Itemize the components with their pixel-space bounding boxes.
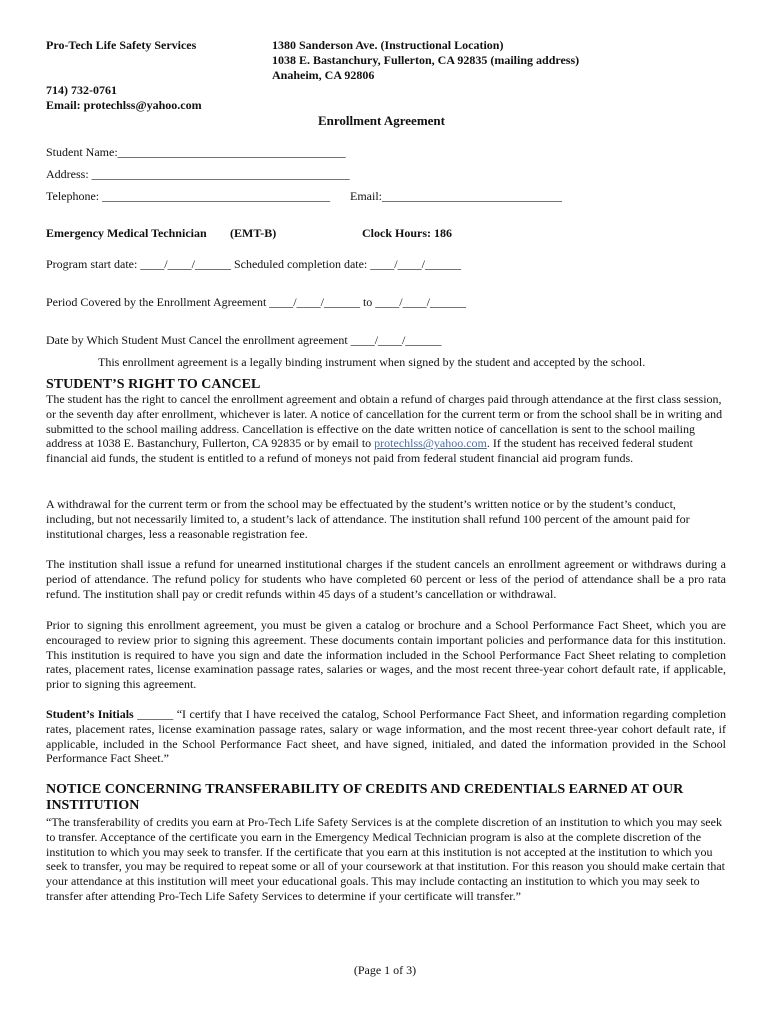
initials-label: Student’s Initials	[46, 707, 134, 721]
transferability-heading: NOTICE CONCERNING TRANSFERABILITY OF CREDITS AND CREDENTIALS EARNED AT OUR INSTITUTION	[46, 782, 684, 813]
right-to-cancel-heading: STUDENT’S RIGHT TO CANCEL	[46, 377, 261, 392]
org-name: Pro-Tech Life Safety Services	[46, 38, 197, 52]
cancel-p1-text: The student has the right to cancel the enrollment agreement and obtain a refund of charges paid through attendance at the first class session, or the seventh day after enrollment, whichever is later. A notice of cancellation for the current term or from the school shall be in writing and submitted to the school mailing address. Cancellation is effective on the date written notice of cancellation is sent to the school mailing address at 1038 E. Bastanchury, Fullerton, CA 92835 or by email to	[46, 392, 723, 451]
program-dates-field[interactable]: Program start date: ____/____/______ Scheduled completion date: ____/____/______	[46, 257, 461, 271]
initials-text[interactable]: ______ “I certify that I have received the catalog, School Performance Fact Sheet, and information regarding completion rates, placement rates, license examination passage rates, salary or wage information, and the most recent three-year cohort default rate, if applicable, included in the School Performance Fact sheet, and have signed, initialed, and dated the information provided in the School Performance Fact Sheet.”	[46, 707, 727, 766]
telephone-field[interactable]: Telephone: ______________________________________	[46, 189, 331, 203]
email-contact: Email: protechlss@yahoo.com	[46, 98, 202, 112]
page-title: Enrollment Agreement	[318, 113, 445, 128]
cancel-date-field[interactable]: Date by Which Student Must Cancel the enrollment agreement ____/____/______	[46, 333, 442, 347]
address-line-2: 1038 E. Bastanchury, Fullerton, CA 92835 (mailing address)	[272, 53, 580, 67]
cancel-paragraph-3: The institution shall issue a refund for unearned institutional charges if the student cancels an enrollment agreement or withdraws during a period of attendance. The refund policy for students who have completed 60 percent or less of the period of attendance shall be a pro rata refund. The institution shall pay or credit refunds within 45 days of a student’s cancellation or withdrawal.	[46, 557, 726, 601]
email-field[interactable]: Email:______________________________	[350, 189, 562, 203]
program-name: Emergency Medical Technician	[46, 226, 207, 240]
cancel-p1-text-end: . If the student has received federal student financial aid funds, the student is entitled to a refund of moneys not paid from federal student financial aid program funds.	[46, 436, 693, 466]
page-number: (Page 1 of 3)	[353, 963, 417, 977]
program-code: (EMT-B)	[230, 226, 277, 240]
cancel-paragraph-2: A withdrawal for the current term or from the school may be effectuated by the student’s written notice or by the student’s conduct, including, but not necessarily limited to, a student’s lack of attendance. The institution shall refund 100 percent of the amount paid for institutional charges, less a reasonable registration fee.	[46, 497, 690, 541]
period-covered-field[interactable]: Period Covered by the Enrollment Agreement ____/____/______ to ____/____/______	[46, 295, 466, 309]
phone: 714) 732-0761	[46, 83, 117, 97]
cancel-paragraph-4: Prior to signing this enrollment agreement, you must be given a catalog or brochure and a School Performance Fact Sheet, which you are encouraged to review prior to signing this agreement. These documents contain important policies and performance data for this institution. This institution is required to have you sign and date the information included in the School Performance Fact Sheet relating to completion rates, placement rates, license examination passage rates, salaries or wages, and the most recent three-year cohort default rate, if applicable, prior to signing this agreement.	[46, 618, 726, 692]
initials-paragraph	[46, 707, 726, 766]
clock-hours: Clock Hours: 186	[362, 226, 452, 240]
binding-note: This enrollment agreement is a legally binding instrument when signed by the student and accepted by the school.	[98, 355, 646, 369]
address-line-1: 1380 Sanderson Ave. (Instructional Location)	[272, 38, 504, 52]
email-link[interactable]: protechlss@yahoo.com	[374, 436, 487, 451]
cancel-paragraph-1	[46, 392, 726, 466]
address-field[interactable]: Address: ___________________________________________	[46, 167, 350, 181]
student-name-field[interactable]: Student Name:______________________________________	[46, 145, 346, 159]
transferability-paragraph: “The transferability of credits you earn at Pro-Tech Life Safety Services is at the complete discretion of an institution to which you may seek to transfer. Acceptance of the certificate you earn in the Emergency Medical Technician program is also at the complete discretion of the institution to which you may seek to transfer. If the certificate that you earn at this institution is not accepted at the institution to which you seek to transfer, you may be required to repeat some or all of your coursework at that institution. For this reason you should make certain that your attendance at this institution will meet your educational goals. This may include contacting an institution to which you may seek to transfer after attending Pro-Tech Life Safety Services to determine if your certificate will transfer.”	[46, 815, 726, 903]
address-line-3: Anaheim, CA 92806	[272, 68, 375, 82]
